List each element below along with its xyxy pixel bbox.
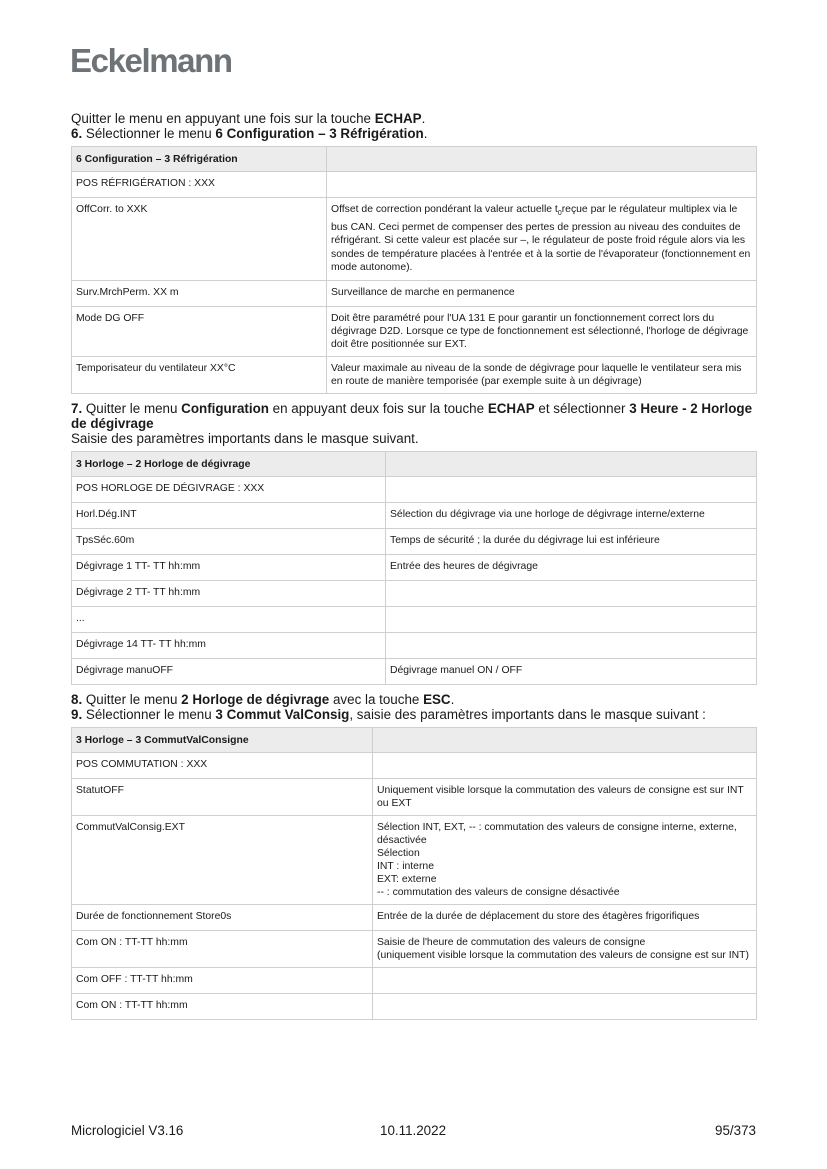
param-cell: Dégivrage 2 TT- TT hh:mm bbox=[72, 580, 386, 606]
desc-cell: Surveillance de marche en permanence bbox=[327, 280, 757, 306]
param-cell: Dégivrage manuOFF bbox=[72, 658, 386, 684]
table-row bbox=[72, 632, 757, 658]
param-cell: OffCorr. to XXK bbox=[72, 198, 327, 281]
table-row bbox=[72, 528, 757, 554]
step-8: 8. Quitter le menu 2 Horloge de dégivrage avec la touche ESC. bbox=[71, 691, 455, 707]
step-6: 6. Sélectionner le menu 6 Configuration – 3 Réfrigération. bbox=[71, 126, 428, 141]
table-row bbox=[72, 554, 757, 580]
table-row bbox=[72, 356, 757, 393]
param-cell: POS COMMUTATION : XXX bbox=[72, 752, 373, 778]
table-row bbox=[72, 306, 757, 356]
table-setpoint-switch bbox=[71, 727, 757, 1020]
table-header: 3 Horloge – 2 Horloge de dégivrage bbox=[72, 451, 386, 476]
param-cell: Surv.MrchPerm. XX m bbox=[72, 280, 327, 306]
table-row bbox=[72, 172, 757, 198]
table-defrost-clock bbox=[71, 451, 757, 685]
page-footer bbox=[71, 1123, 756, 1139]
param-cell: Com ON : TT-TT hh:mm bbox=[72, 930, 373, 967]
desc-cell bbox=[373, 752, 757, 778]
table-header: 6 Configuration – 3 Réfrigération bbox=[72, 147, 327, 172]
desc-cell: Offset de correction pondérant la valeur actuelle $t_0reçue$ par le régulateur multiplex via le bus CAN. Ceci permet de compenser des pertes de pression au niveau des conduites de réfrigérant. Si cette valeur est placée sur –, le régulateur de poste froid régule alors via les sondes de température placées à l'entrée et à la sortie de l'évaporateur (fonctionnement en mode autonome). bbox=[327, 198, 757, 281]
param-cell: POS RÉFRIGÉRATION : XXX bbox=[72, 172, 327, 198]
table-header-row bbox=[72, 451, 757, 476]
param-cell: Temporisateur du ventilateur XX°C bbox=[72, 356, 327, 393]
param-cell: TpsSéc.60m bbox=[72, 528, 386, 554]
page-number: 95/373 bbox=[715, 1123, 756, 1138]
table-row bbox=[72, 198, 757, 281]
param-cell: StatutOFF bbox=[72, 778, 373, 815]
desc-cell: Valeur maximale au niveau de la sonde de dégivrage pour laquelle le ventilateur sera mis en route de manière temporisée (par exemple suite à un dégivrage) bbox=[327, 356, 757, 393]
firmware-version: Micrologiciel V3.16 bbox=[71, 1123, 184, 1138]
desc-cell bbox=[373, 967, 757, 993]
desc-cell: Entrée des heures de dégivrage bbox=[386, 554, 757, 580]
param-cell: ... bbox=[72, 606, 386, 632]
param-cell: CommutValConsig.EXT bbox=[72, 815, 373, 904]
table-row bbox=[72, 993, 757, 1019]
desc-cell: Sélection INT, EXT, -- : commutation des valeurs de consigne interne, externe, désactivée Sélection INT : interne EXT: externe -- : commutation des valeurs de consigne désactivée bbox=[373, 815, 757, 904]
desc-cell: Sélection du dégivrage via une horloge de dégivrage interne/externe bbox=[386, 502, 757, 528]
table-header: 3 Horloge – 3 CommutValConsigne bbox=[72, 727, 373, 752]
page-content bbox=[71, 111, 756, 1027]
param-cell: Horl.Dég.INT bbox=[72, 502, 386, 528]
table-row bbox=[72, 930, 757, 967]
table-row bbox=[72, 476, 757, 502]
desc-cell: Doit être paramétré pour l'UA 131 E pour garantir un fonctionnement correct lors du dégivrage D2D. Lorsque ce type de fonctionnement est sélectionné, l'horloge de dégivrage doit être positionnée sur EXT. bbox=[327, 306, 757, 356]
desc-cell bbox=[386, 580, 757, 606]
step-7-note: Saisie des paramètres importants dans le masque suivant. bbox=[71, 430, 419, 446]
step-9: 9. Sélectionner le menu 3 Commut ValConsig, saisie des paramètres importants dans le masque suivant : bbox=[71, 706, 706, 722]
table-row bbox=[72, 815, 757, 904]
param-cell: POS HORLOGE DE DÉGIVRAGE : XXX bbox=[72, 476, 386, 502]
desc-cell: Uniquement visible lorsque la commutation des valeurs de consigne est sur INT ou EXT bbox=[373, 778, 757, 815]
table-row bbox=[72, 280, 757, 306]
table-row bbox=[72, 658, 757, 684]
table-row bbox=[72, 904, 757, 930]
table-refrigeration bbox=[71, 146, 757, 394]
desc-cell bbox=[386, 632, 757, 658]
param-cell: Dégivrage 14 TT- TT hh:mm bbox=[72, 632, 386, 658]
quit-instruction: Quitter le menu en appuyant une fois sur la touche ECHAP. bbox=[71, 111, 426, 126]
param-cell: Durée de fonctionnement Store0s bbox=[72, 904, 373, 930]
desc-cell: Temps de sécurité ; la durée du dégivrage lui est inférieure bbox=[386, 528, 757, 554]
table-row bbox=[72, 778, 757, 815]
desc-cell bbox=[373, 993, 757, 1019]
table-row bbox=[72, 580, 757, 606]
table-row bbox=[72, 606, 757, 632]
document-date: 10.11.2022 bbox=[380, 1123, 447, 1138]
table-row bbox=[72, 502, 757, 528]
desc-cell bbox=[327, 172, 757, 198]
param-cell: Mode DG OFF bbox=[72, 306, 327, 356]
desc-cell: Saisie de l'heure de commutation des valeurs de consigne (uniquement visible lorsque la commutation des valeurs de consigne est sur INT) bbox=[373, 930, 757, 967]
table-header-row bbox=[72, 147, 757, 172]
desc-cell: Dégivrage manuel ON / OFF bbox=[386, 658, 757, 684]
step-7: 7. Quitter le menu Configuration en appuyant deux fois sur la touche ECHAP et sélectionner 3 Heure - 2 Horloge de dégivrage bbox=[71, 400, 753, 431]
desc-cell bbox=[386, 606, 757, 632]
param-cell: Com ON : TT-TT hh:mm bbox=[72, 993, 373, 1019]
desc-cell bbox=[386, 476, 757, 502]
table-row bbox=[72, 967, 757, 993]
eckelmann-logo: Eckelmann bbox=[70, 42, 232, 79]
desc-cell: Entrée de la durée de déplacement du store des étagères frigorifiques bbox=[373, 904, 757, 930]
param-cell: Com OFF : TT-TT hh:mm bbox=[72, 967, 373, 993]
param-cell: Dégivrage 1 TT- TT hh:mm bbox=[72, 554, 386, 580]
table-row bbox=[72, 752, 757, 778]
table-header-row bbox=[72, 727, 757, 752]
